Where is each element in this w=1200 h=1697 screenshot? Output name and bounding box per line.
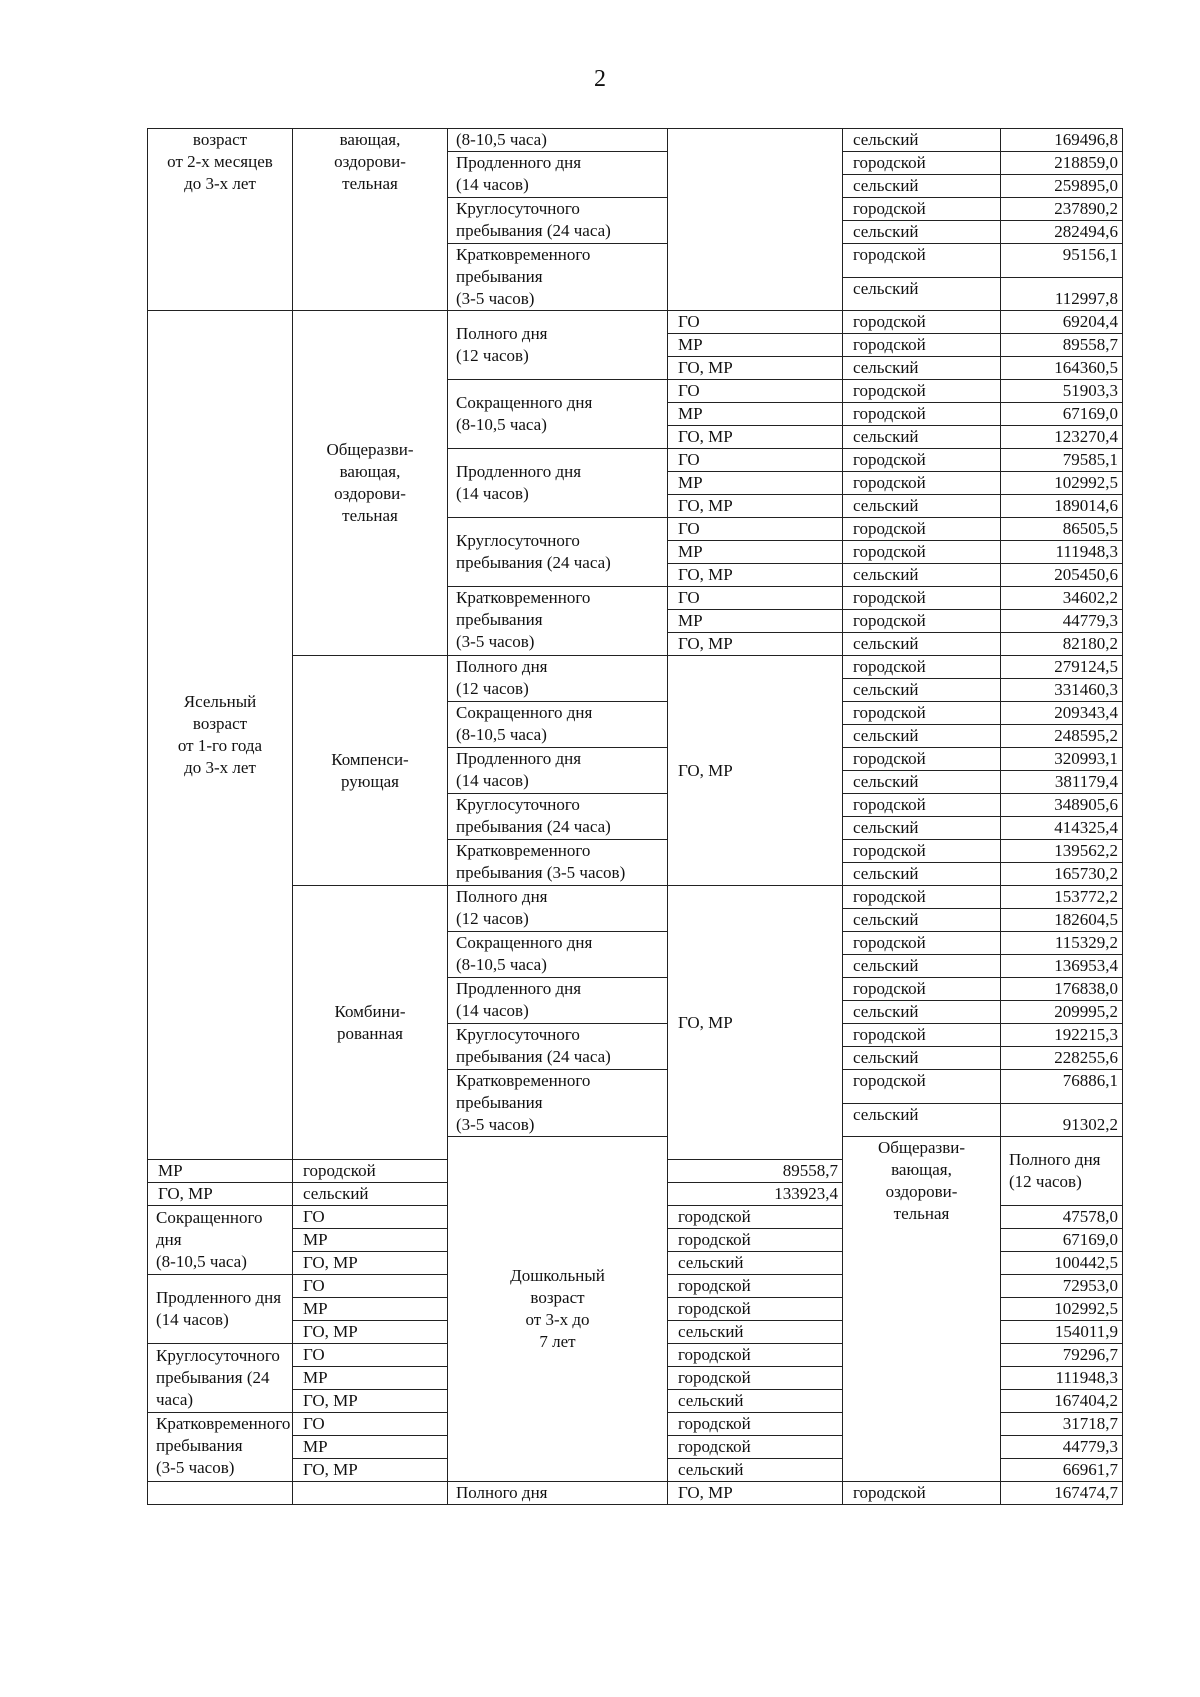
municipality-cell: ГО, МР	[148, 1183, 293, 1206]
municipality-cell: ГО, МР	[668, 426, 843, 449]
mode-cell: Полного дня (12 часов)	[1001, 1137, 1123, 1206]
page-number: 2	[594, 66, 606, 92]
mode-cell: Продленного дня (14 часов)	[448, 978, 668, 1024]
value-cell: 248595,2	[1001, 725, 1123, 748]
value-cell: 169496,8	[1001, 129, 1123, 152]
locality-cell: городской	[843, 794, 1001, 817]
mode-cell: Круглосуточного пребывания (24 часа)	[148, 1344, 293, 1413]
value-cell: 112997,8	[1001, 277, 1123, 311]
value-cell: 31718,7	[1001, 1413, 1123, 1436]
value-cell: 67169,0	[1001, 403, 1123, 426]
locality-cell: сельский	[843, 426, 1001, 449]
locality-cell: сельский	[668, 1252, 843, 1275]
value-cell: 82180,2	[1001, 633, 1123, 656]
locality-cell: сельский	[668, 1321, 843, 1344]
locality-cell: сельский	[843, 1001, 1001, 1024]
value-cell: 86505,5	[1001, 518, 1123, 541]
value-cell: 348905,6	[1001, 794, 1123, 817]
value-cell: 102992,5	[1001, 472, 1123, 495]
value-cell: 153772,2	[1001, 886, 1123, 909]
municipality-cell: МР	[668, 610, 843, 633]
mode-cell: Полного дня	[448, 1482, 668, 1505]
locality-cell: городской	[843, 610, 1001, 633]
orientation-cell: вающая, оздорови- тельная	[293, 129, 448, 311]
locality-cell: городской	[668, 1275, 843, 1298]
locality-cell: городской	[843, 886, 1001, 909]
value-cell: 89558,7	[1001, 334, 1123, 357]
locality-cell: городской	[843, 152, 1001, 175]
municipality-cell: ГО, МР	[668, 656, 843, 886]
table-row	[148, 886, 1123, 909]
municipality-cell: ГО, МР	[668, 633, 843, 656]
mode-cell: Продленного дня (14 часов)	[448, 449, 668, 518]
mode-cell: Круглосуточного пребывания (24 часа)	[448, 518, 668, 587]
locality-cell: городской	[843, 472, 1001, 495]
value-cell: 47578,0	[1001, 1206, 1123, 1229]
municipality-cell: МР	[293, 1298, 448, 1321]
municipality-cell: ГО	[668, 587, 843, 610]
locality-cell: сельский	[843, 221, 1001, 244]
municipality-cell: МР	[668, 472, 843, 495]
value-cell: 111948,3	[1001, 1367, 1123, 1390]
value-cell: 209343,4	[1001, 702, 1123, 725]
value-cell: 165730,2	[1001, 863, 1123, 886]
mode-cell: Полного дня (12 часов)	[448, 656, 668, 702]
age-group-cell: Ясельный возраст от 1-го года до 3-х лет	[148, 311, 293, 1160]
mode-cell: Кратковременного пребывания (3-5 часов)	[148, 1413, 293, 1482]
locality-cell: городской	[843, 449, 1001, 472]
value-cell: 167404,2	[1001, 1390, 1123, 1413]
municipality-cell: ГО, МР	[293, 1252, 448, 1275]
locality-cell: городской	[843, 978, 1001, 1001]
locality-cell: городской	[843, 656, 1001, 679]
locality-cell: городской	[843, 748, 1001, 771]
locality-cell: городской	[843, 1024, 1001, 1047]
table-row	[148, 1482, 1123, 1505]
mode-cell: Кратковременного пребывания (3-5 часов)	[448, 244, 668, 311]
municipality-cell: ГО	[293, 1206, 448, 1229]
locality-cell: сельский	[293, 1183, 448, 1206]
locality-cell: городской	[843, 244, 1001, 278]
age-group-cell: возраст от 2-х месяцев до 3-х лет	[148, 129, 293, 311]
table-row	[148, 656, 1123, 679]
value-cell: 164360,5	[1001, 357, 1123, 380]
mode-cell: Полного дня (12 часов)	[448, 311, 668, 380]
value-cell: 34602,2	[1001, 587, 1123, 610]
municipality-cell: ГО, МР	[668, 495, 843, 518]
municipality-cell: ГО	[293, 1344, 448, 1367]
mode-cell: Продленного дня (14 часов)	[148, 1275, 293, 1344]
table-row	[148, 129, 1123, 152]
age-group-cell	[148, 1482, 293, 1505]
municipality-cell: МР	[293, 1436, 448, 1459]
value-cell: 102992,5	[1001, 1298, 1123, 1321]
value-cell: 51903,3	[1001, 380, 1123, 403]
mode-cell: Круглосуточного пребывания (24 часа)	[448, 198, 668, 244]
municipality-cell: МР	[148, 1160, 293, 1183]
municipality-cell: МР	[668, 334, 843, 357]
locality-cell: сельский	[843, 277, 1001, 311]
value-cell: 154011,9	[1001, 1321, 1123, 1344]
value-cell: 44779,3	[1001, 1436, 1123, 1459]
value-cell: 69204,4	[1001, 311, 1123, 334]
municipality-cell: МР	[293, 1367, 448, 1390]
value-cell: 95156,1	[1001, 244, 1123, 278]
value-cell: 228255,6	[1001, 1047, 1123, 1070]
locality-cell: городской	[668, 1413, 843, 1436]
table-row	[148, 311, 1123, 334]
orientation-cell	[293, 1482, 448, 1505]
locality-cell: городской	[843, 702, 1001, 725]
locality-cell: городской	[843, 932, 1001, 955]
locality-cell: сельский	[843, 633, 1001, 656]
value-cell: 91302,2	[1001, 1103, 1123, 1137]
locality-cell: городской	[843, 1482, 1001, 1505]
value-cell: 67169,0	[1001, 1229, 1123, 1252]
locality-cell: сельский	[843, 817, 1001, 840]
value-cell: 133923,4	[668, 1183, 843, 1206]
value-cell: 123270,4	[1001, 426, 1123, 449]
locality-cell: городской	[293, 1160, 448, 1183]
locality-cell: сельский	[843, 955, 1001, 978]
municipality-cell: ГО, МР	[668, 564, 843, 587]
value-cell: 167474,7	[1001, 1482, 1123, 1505]
locality-cell: городской	[843, 311, 1001, 334]
value-cell: 320993,1	[1001, 748, 1123, 771]
locality-cell: городской	[843, 380, 1001, 403]
locality-cell: сельский	[843, 863, 1001, 886]
locality-cell: городской	[843, 198, 1001, 221]
value-cell: 79296,7	[1001, 1344, 1123, 1367]
value-cell: 381179,4	[1001, 771, 1123, 794]
value-cell: 205450,6	[1001, 564, 1123, 587]
locality-cell: городской	[668, 1436, 843, 1459]
orientation-cell: Комбини- рованная	[293, 886, 448, 1160]
locality-cell: городской	[843, 334, 1001, 357]
orientation-cell: Компенси- рующая	[293, 656, 448, 886]
locality-cell: сельский	[668, 1390, 843, 1413]
value-cell: 176838,0	[1001, 978, 1123, 1001]
value-cell: 279124,5	[1001, 656, 1123, 679]
municipality-cell: ГО, МР	[293, 1390, 448, 1413]
value-cell: 136953,4	[1001, 955, 1123, 978]
mode-cell: Сокращенного дня (8-10,5 часа)	[448, 932, 668, 978]
municipality-cell: ГО, МР	[293, 1459, 448, 1482]
municipality-cell: ГО, МР	[668, 357, 843, 380]
mode-cell: (8-10,5 часа)	[448, 129, 668, 152]
value-cell: 111948,3	[1001, 541, 1123, 564]
municipality-cell: ГО, МР	[668, 886, 843, 1160]
locality-cell: сельский	[843, 909, 1001, 932]
locality-cell: сельский	[843, 771, 1001, 794]
locality-cell: городской	[843, 587, 1001, 610]
locality-cell: городской	[843, 840, 1001, 863]
value-cell: 259895,0	[1001, 175, 1123, 198]
mode-cell: Круглосуточного пребывания (24 часа)	[448, 1024, 668, 1070]
municipality-cell: ГО	[668, 380, 843, 403]
locality-cell: сельский	[843, 1047, 1001, 1070]
funding-standards-table	[147, 128, 1123, 1505]
locality-cell: сельский	[843, 129, 1001, 152]
locality-cell: городской	[668, 1344, 843, 1367]
locality-cell: городской	[843, 518, 1001, 541]
value-cell: 237890,2	[1001, 198, 1123, 221]
municipality-cell: МР	[668, 541, 843, 564]
locality-cell: городской	[668, 1229, 843, 1252]
value-cell: 331460,3	[1001, 679, 1123, 702]
value-cell: 44779,3	[1001, 610, 1123, 633]
value-cell: 76886,1	[1001, 1070, 1123, 1104]
value-cell: 192215,3	[1001, 1024, 1123, 1047]
mode-cell: Сокращенного дня (8-10,5 часа)	[148, 1206, 293, 1275]
municipality-cell: ГО	[293, 1413, 448, 1436]
locality-cell: городской	[668, 1298, 843, 1321]
mode-cell: Полного дня (12 часов)	[448, 886, 668, 932]
value-cell: 414325,4	[1001, 817, 1123, 840]
value-cell: 182604,5	[1001, 909, 1123, 932]
orientation-cell: Общеразви- вающая, оздорови- тельная	[843, 1137, 1001, 1482]
locality-cell: сельский	[843, 357, 1001, 380]
value-cell: 79585,1	[1001, 449, 1123, 472]
locality-cell: городской	[843, 1070, 1001, 1104]
locality-cell: городской	[843, 403, 1001, 426]
mode-cell: Кратковременного пребывания (3-5 часов)	[448, 587, 668, 656]
municipality-cell: ГО	[668, 449, 843, 472]
value-cell: 72953,0	[1001, 1275, 1123, 1298]
age-group-cell: Дошкольный возраст от 3-х до 7 лет	[448, 1137, 668, 1482]
municipality-cell: ГО, МР	[293, 1321, 448, 1344]
orientation-cell: Общеразви- вающая, оздорови- тельная	[293, 311, 448, 656]
locality-cell: сельский	[843, 495, 1001, 518]
locality-cell: городской	[843, 541, 1001, 564]
locality-cell: сельский	[843, 1103, 1001, 1137]
mode-cell: Продленного дня (14 часов)	[448, 152, 668, 198]
locality-cell: сельский	[843, 725, 1001, 748]
value-cell: 218859,0	[1001, 152, 1123, 175]
value-cell: 139562,2	[1001, 840, 1123, 863]
municipality-cell: МР	[293, 1229, 448, 1252]
value-cell: 66961,7	[1001, 1459, 1123, 1482]
mode-cell: Кратковременного пребывания (3-5 часов)	[448, 1070, 668, 1137]
value-cell: 282494,6	[1001, 221, 1123, 244]
value-cell: 115329,2	[1001, 932, 1123, 955]
mode-cell: Кратковременного пребывания (3-5 часов)	[448, 840, 668, 886]
mode-cell: Продленного дня (14 часов)	[448, 748, 668, 794]
municipality-cell: МР	[668, 403, 843, 426]
municipality-cell: ГО	[293, 1275, 448, 1298]
mode-cell: Сокращенного дня (8-10,5 часа)	[448, 702, 668, 748]
mode-cell: Сокращенного дня (8-10,5 часа)	[448, 380, 668, 449]
value-cell: 189014,6	[1001, 495, 1123, 518]
locality-cell: сельский	[843, 679, 1001, 702]
locality-cell: сельский	[843, 175, 1001, 198]
municipality-cell: ГО, МР	[668, 1482, 843, 1505]
locality-cell: городской	[668, 1367, 843, 1390]
value-cell: 100442,5	[1001, 1252, 1123, 1275]
value-cell: 89558,7	[668, 1160, 843, 1183]
locality-cell: сельский	[843, 564, 1001, 587]
municipality-cell	[668, 129, 843, 311]
locality-cell: городской	[668, 1206, 843, 1229]
mode-cell: Круглосуточного пребывания (24 часа)	[448, 794, 668, 840]
locality-cell: сельский	[668, 1459, 843, 1482]
municipality-cell: ГО	[668, 311, 843, 334]
value-cell: 209995,2	[1001, 1001, 1123, 1024]
municipality-cell: ГО	[668, 518, 843, 541]
